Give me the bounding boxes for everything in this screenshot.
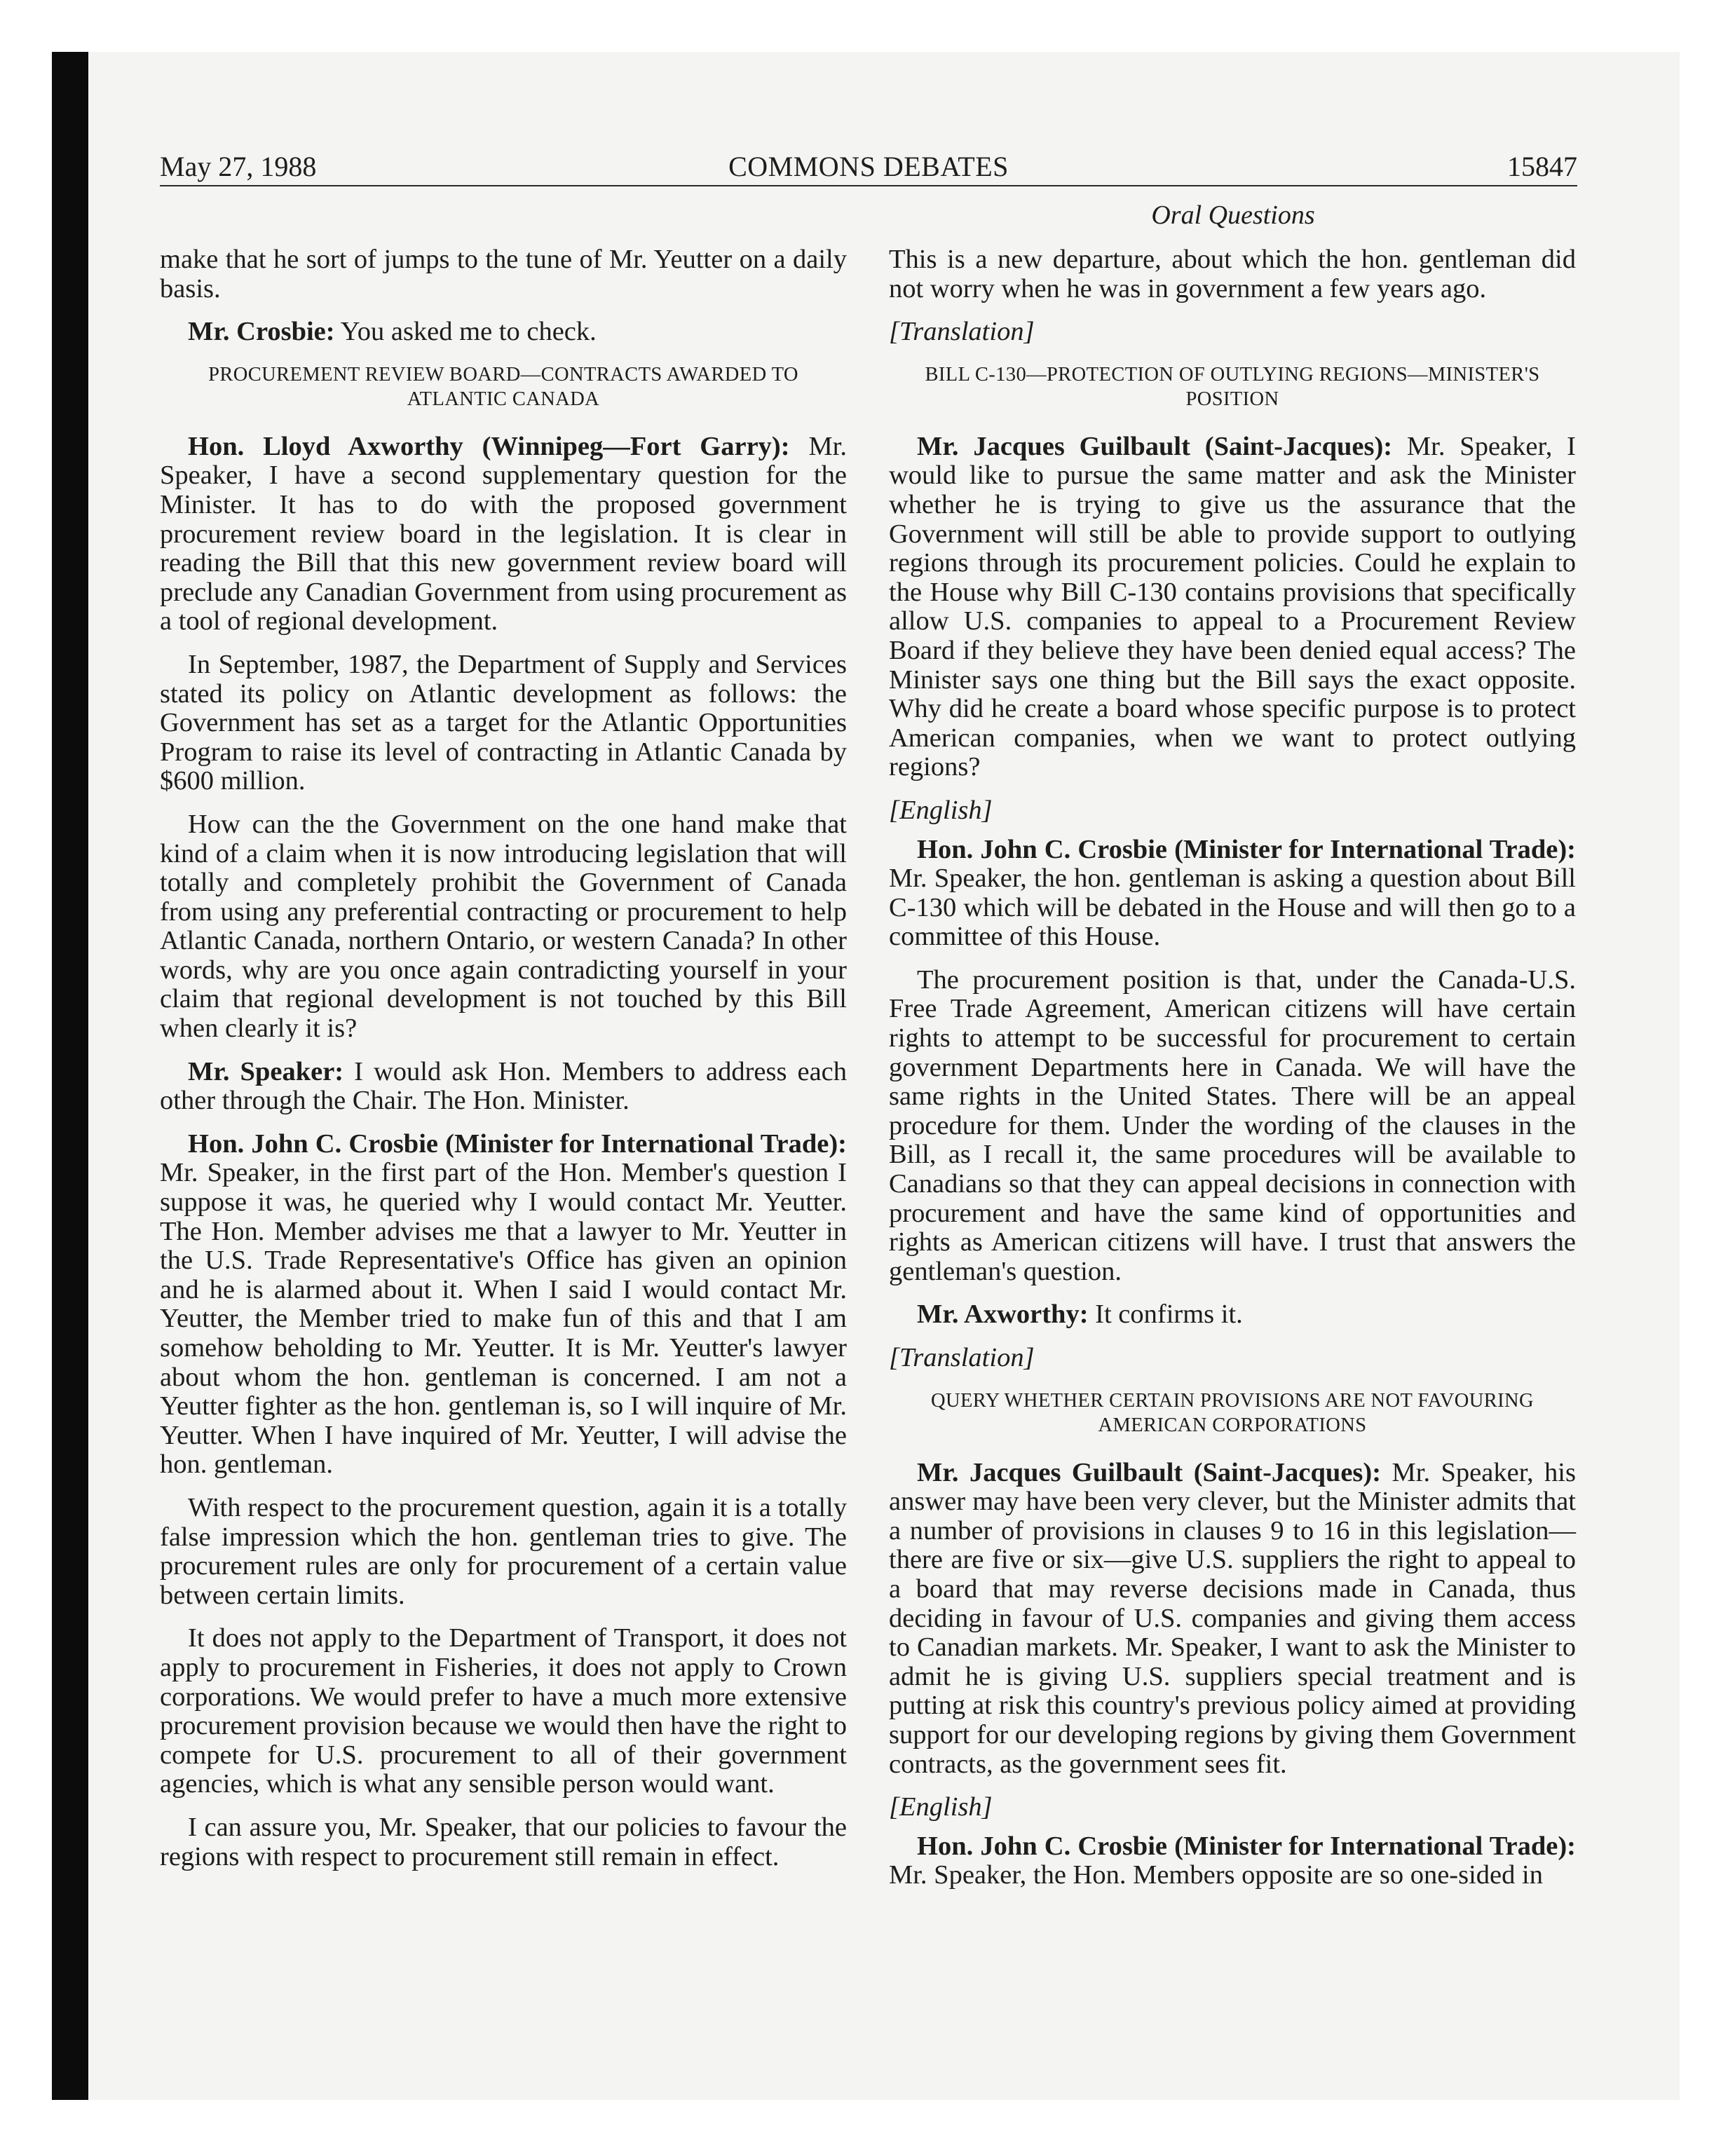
section-heading: BILL C-130—PROTECTION OF OUTLYING REGIONS—MINISTER'S POSITION bbox=[925, 363, 1540, 410]
header-title: COMMONS DEBATES bbox=[728, 151, 1009, 182]
language-tag: [Translation] bbox=[889, 1343, 1035, 1372]
speech-paragraph bbox=[160, 318, 847, 347]
speech-paragraph bbox=[160, 432, 847, 636]
language-tag: [English] bbox=[889, 795, 993, 825]
speech-text: Mr. Speaker, the Hon. Members opposite are so one-sided in bbox=[889, 1860, 1543, 1890]
speaker-name: Mr. Speaker: bbox=[188, 1056, 344, 1086]
header-rule bbox=[160, 185, 1577, 186]
page-header bbox=[160, 147, 1577, 186]
speech-text: Mr. Speaker, I have a second supplementary question for the Minister. It has to do with the proposed government procurement review board in the legislation. It is clear in reading the Bill that this new government review board will preclude any Canadian Government from using procurement as a tool of regional development. bbox=[160, 431, 847, 636]
speech-text: Mr. Speaker, in the first part of the Hon. Member's question I suppose it was, he queried why I would contact Mr. Yeutter. The Hon. Member advises me that a lawyer to Mr. Yeutter in the U.S. Trade Representative's Office has given an opinion and he is alarmed about it. When I said I would contact Mr. Yeutter, the Member tried to make fun of this and that I am somehow beholding to Mr. Yeutter. It is Mr. Yeutter's lawyer about whom the hon. gentleman is concerned. I am not a Yeutter fighter as the hon. gentleman is, so I will inquire of Mr. Yeutter. When I have inquired of Mr. Yeutter, I will advise the hon. gentleman. bbox=[160, 1158, 847, 1480]
paragraph: How can the the Government on the one hand make that kind of a claim when it is now introducing legislation that will totally and completely prohibit the Government of Canada from using any preferential contracting or procurement to help Atlantic Canada, northern Ontario, or western Canada? In other words, why are you once again contradicting yourself in your claim that regional development is not touched by this Bill when clearly it is? bbox=[160, 809, 847, 1044]
paragraph: With respect to the procurement question, again it is a totally false impression which the hon. gentleman tries to give. The procurement rules are only for procurement of a certain value between certain limits. bbox=[160, 1492, 847, 1610]
speaker-name: Hon. John C. Crosbie (Minister for International Trade): bbox=[917, 834, 1576, 864]
speaker-name: Mr. Crosbie: bbox=[188, 317, 335, 347]
paragraph: In September, 1987, the Department of Supply and Services stated its policy on Atlantic development as follows: the Government has set as a target for the Atlantic Opportunities Program to raise its level of contracting in Atlantic Canada by $600 million. bbox=[160, 649, 847, 796]
speech-text: Mr. Speaker, I would like to pursue the same matter and ask the Minister whether he is trying to give us the assurance that the Government will still be able to provide support to outlying regions through its procurement policies. Could he explain to the House why Bill C-130 contains provisions that specifically allow U.S. companies to appeal to a Procurement Review Board if they believe they have been denied equal access? The Minister says one thing but the Bill says the exact opposite. Why did he create a board whose specific purpose is to protect American companies, when we want to protect outlying regions? bbox=[889, 431, 1576, 782]
speech-text: Mr. Speaker, his answer may have been very clever, but the Minister admits that a number of provisions in clauses 9 to 16 in this legislation—there are five or six—give U.S. suppliers the right to appeal to a board that may reverse decisions made in Canada, thus deciding in favour of U.S. companies and giving them access to Canadian markets. Mr. Speaker, I want to ask the Minister to admit he is giving U.S. suppliers special treatment and is putting at risk this country's previous policy aimed at providing support for our developing regions by giving them Government contracts, as the government sees fit. bbox=[889, 1457, 1576, 1779]
speech-text: I would ask Hon. Members to address each other through the Chair. The Hon. Minister. bbox=[160, 1056, 847, 1116]
speaker-name: Mr. Axworthy: bbox=[917, 1299, 1089, 1330]
paragraph: This is a new departure, about which the hon. gentleman did not worry when he was in government a few years ago. bbox=[889, 245, 1576, 303]
speaker-name: Hon. John C. Crosbie (Minister for International Trade): bbox=[188, 1128, 847, 1159]
left-column bbox=[160, 245, 847, 1885]
speech-paragraph bbox=[160, 1130, 847, 1480]
right-column bbox=[889, 245, 1576, 1904]
language-tag: [English] bbox=[889, 1792, 993, 1822]
speech-paragraph bbox=[889, 1459, 1576, 1780]
paragraph: The procurement position is that, under the Canada-U.S. Free Trade Agreement, American citizens will have certain rights to attempt to be successful for procurement to certain government Departments here in Canada. We will have the same rights in the United States. There will be an appeal procedure for them. Under the wording of the clauses in the Bill, as I recall it, the same procedures will be available to Canadians so that they can appeal decisions in connection with procurement and have the same kind of opportunities and rights as American citizens will have. I trust that answers the gentleman's question. bbox=[889, 964, 1576, 1286]
speaker-name: Mr. Jacques Guilbault (Saint-Jacques): bbox=[917, 431, 1393, 461]
scan-border bbox=[52, 52, 88, 2100]
header-date: May 27, 1988 bbox=[160, 151, 317, 182]
paragraph: It does not apply to the Department of Transport, it does not apply to procurement in Fisheries, it does not apply to Crown corporations. We would prefer to have a much more extensive procurement provision because we would then have the right to compete for U.S. procurement to all of their government agencies, which is what any sensible person would want. bbox=[160, 1623, 847, 1799]
speaker-name: Mr. Jacques Guilbault (Saint-Jacques): bbox=[917, 1457, 1382, 1487]
speech-paragraph bbox=[889, 432, 1576, 782]
speaker-name: Hon. John C. Crosbie (Minister for International Trade): bbox=[917, 1831, 1576, 1861]
speech-paragraph bbox=[889, 1300, 1576, 1330]
speech-paragraph bbox=[160, 1058, 847, 1116]
section-heading: QUERY WHETHER CERTAIN PROVISIONS ARE NOT FAVOURING AMERICAN CORPORATIONS bbox=[931, 1389, 1534, 1436]
running-head: Oral Questions bbox=[1151, 200, 1315, 230]
speech-text: Mr. Speaker, the hon. gentleman is asking a question about Bill C-130 which will be debated in the House and will then go to a committee of this House. bbox=[889, 864, 1576, 952]
header-page-number: 15847 bbox=[1507, 151, 1577, 182]
speech-paragraph bbox=[889, 1832, 1576, 1890]
language-tag: [Translation] bbox=[889, 317, 1035, 347]
speech-text: You asked me to check. bbox=[334, 317, 597, 347]
speaker-name: Hon. Lloyd Axworthy (Winnipeg—Fort Garry): bbox=[188, 431, 790, 461]
paragraph: I can assure you, Mr. Speaker, that our policies to favour the regions with respect to procurement still remain in effect. bbox=[160, 1812, 847, 1871]
paragraph: make that he sort of jumps to the tune of Mr. Yeutter on a daily basis. bbox=[160, 245, 847, 303]
speech-paragraph bbox=[889, 835, 1576, 952]
speech-text: It confirms it. bbox=[1088, 1299, 1243, 1330]
section-heading: PROCUREMENT REVIEW BOARD—CONTRACTS AWARDED TO ATLANTIC CANADA bbox=[208, 363, 798, 410]
